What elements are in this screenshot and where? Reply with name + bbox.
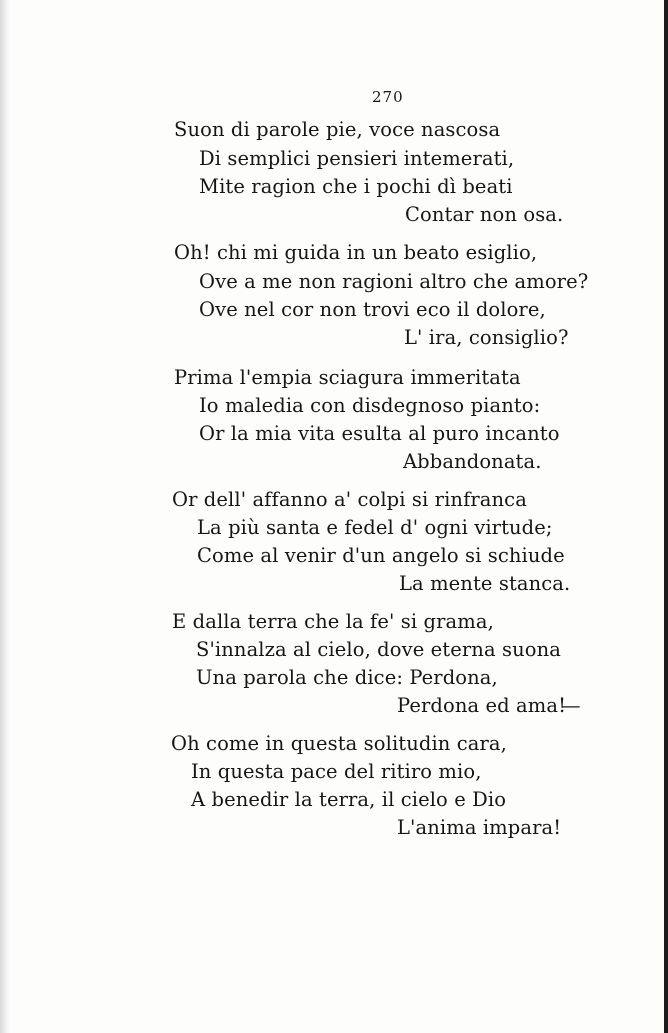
stanza-6-line-2: In questa pace del ritiro mio,	[191, 760, 482, 783]
stanza-2-line-1: Oh! chi mi guida in un beato esiglio,	[174, 241, 538, 264]
stanza-1-line-3: Mite ragion che i pochi dì beati	[199, 175, 513, 198]
stanza-4-line-4: La mente stanca.	[399, 572, 571, 595]
stanza-3-line-2: Io maledia con disdegnoso pianto:	[199, 394, 541, 417]
page-gutter-shadow	[0, 0, 10, 1033]
page-edge-border	[664, 0, 668, 1033]
stanza-5-line-3: Una parola che dice: Perdona,	[196, 666, 498, 689]
page-number: 270	[372, 88, 404, 106]
stanza-2-line-2: Ove a me non ragioni altro che amore?	[199, 270, 589, 293]
stanza-2-line-4: L' ira, consiglio?	[404, 326, 569, 349]
stanza-4-line-3: Come al venir d'un angelo si schiude	[197, 544, 565, 567]
stanza-1-line-1: Suon di parole pie, voce nascosa	[174, 118, 501, 141]
trailing-em-dash: —	[561, 694, 581, 717]
stanza-3-line-4: Abbandonata.	[403, 450, 542, 473]
stanza-1-line-2: Di semplici pensieri intemerati,	[199, 147, 515, 170]
stanza-6-line-1: Oh come in questa solitudin cara,	[171, 732, 507, 755]
stanza-4-line-1: Or dell' affanno a' colpi si rinfranca	[172, 488, 527, 511]
stanza-6-line-3: A benedir la terra, il cielo e Dio	[191, 788, 507, 811]
stanza-2-line-3: Ove nel cor non trovi eco il dolore,	[199, 298, 546, 321]
stanza-6-line-4: L'anima impara!	[397, 816, 562, 839]
stanza-5-line-2: S'innalza al cielo, dove eterna suona	[196, 638, 561, 661]
stanza-5-line-1: E dalla terra che la fe' si grama,	[172, 610, 494, 633]
stanza-3-line-1: Prima l'empia sciagura immeritata	[174, 366, 521, 389]
stanza-3-line-3: Or la mia vita esulta al puro incanto	[199, 422, 560, 445]
stanza-4-line-2: La più santa e fedel d' ogni virtude;	[197, 516, 553, 539]
stanza-1-line-4: Contar non osa.	[405, 203, 564, 226]
stanza-5-line-4: Perdona ed ama!	[397, 694, 567, 717]
